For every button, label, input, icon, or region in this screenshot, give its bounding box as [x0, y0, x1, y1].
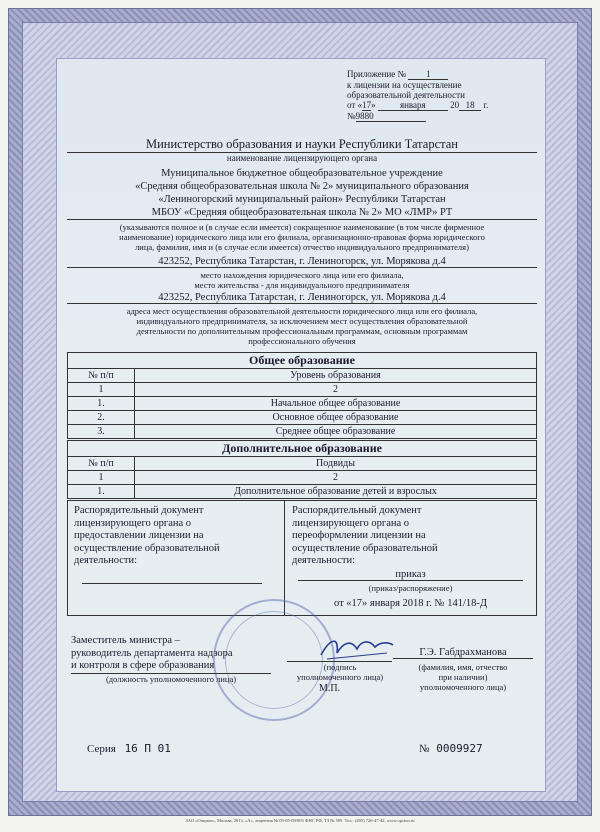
date-year: 18: [459, 100, 481, 111]
licensee-caption-1: (указываются полное и (в случае если имеется) сокращенное наименование (в том числе фирменное: [119, 222, 485, 232]
row-num: 1.: [68, 397, 135, 411]
row-name: Начальное общее образование: [135, 397, 537, 411]
activity-caption-1: адреса мест осуществления образовательной деятельности юридического лица или его филиала,: [126, 306, 478, 316]
grant-doc-line-3: предоставлении лицензии на: [74, 530, 204, 541]
reissue-doc-line-5: деятельности:: [292, 555, 356, 566]
activity-caption-3: деятельности по дополнительным профессиональным программам, основным программам: [136, 326, 468, 336]
index-cell: 1: [68, 471, 135, 485]
grant-doc-line-2: лицензирующего органа о: [74, 517, 192, 529]
address-caption-2: место жительства - для индивидуального предпринимателя: [194, 280, 410, 290]
activity-address-caption: [67, 306, 537, 346]
date-day: 17: [362, 100, 372, 110]
appendix-number: 1: [408, 69, 448, 80]
docs-box: [67, 500, 537, 616]
signer-name-caption-1: (фамилия, имя, отчество: [418, 662, 508, 672]
reissue-doc-line-1: Распорядительный документ: [292, 505, 422, 516]
index-cell: 1: [68, 383, 135, 397]
grant-doc-line-4: осуществление образовательной: [74, 542, 220, 554]
col-num-header: № п/п: [68, 369, 135, 383]
col-num-header: № п/п: [68, 457, 135, 471]
index-cell: 2: [135, 471, 537, 485]
blank-number-value: 0009927: [436, 742, 483, 755]
series-label: Серия: [87, 743, 116, 755]
col-level-header: Уровень образования: [135, 369, 537, 383]
signer-title-3: и контроля в сфере образования: [71, 660, 271, 674]
licensee-caption: [67, 222, 537, 252]
table-row: [68, 471, 537, 485]
blank-number-block: [419, 742, 483, 755]
address-value: 423252, Республика Татарстан, г. Лениногорск, ул. Морякова д.4: [67, 256, 537, 268]
grant-doc-block: [74, 505, 279, 568]
table-row: [68, 441, 537, 457]
index-cell: 2: [135, 383, 537, 397]
date-day-close: »: [371, 100, 376, 110]
date-year-suffix: г.: [483, 100, 489, 110]
col-sub-header: Подвиды: [135, 457, 537, 471]
additional-education-table: [67, 440, 537, 499]
grant-doc-line-1: Распорядительный документ: [74, 505, 204, 516]
signer-name-caption-2: при наличии): [438, 672, 488, 682]
row-num: 3.: [68, 425, 135, 439]
appendix-block: [347, 69, 537, 122]
reissue-doc-line-2: лицензирующего органа о: [292, 517, 410, 529]
table-row: [68, 369, 537, 383]
activity-caption-2: индивидуального предпринимателя, за исключением мест осуществления образовательной: [136, 316, 468, 326]
table-row: [68, 383, 537, 397]
appendix-line-2: к лицензии на осуществление: [347, 80, 462, 90]
reg-number: 9880: [356, 111, 426, 122]
signer-title-1: Заместитель министра –: [71, 635, 180, 646]
grant-doc-line-5: деятельности:: [74, 555, 138, 566]
licensee-caption-2: наименование) юридического лица или его филиала, организационно-правовая форма юридического: [119, 232, 485, 242]
row-name: Среднее общее образование: [135, 425, 537, 439]
additional-education-title: Дополнительное образование: [68, 441, 537, 457]
reissue-doc-block: [292, 505, 532, 568]
appendix-line-3: образовательной деятельности: [347, 90, 465, 100]
signer-name-caption-3: уполномоченного лица): [419, 682, 507, 692]
date-month: января: [378, 100, 448, 111]
licensee-line-2: «Средняя общеобразовательная школа № 2» муниципального образования: [135, 181, 469, 192]
licensee-line-4: МБОУ «Средняя общеобразовательная школа № 2» МО «ЛМР» РТ: [67, 206, 537, 220]
document-body: [56, 58, 546, 792]
date-prefix: от «: [347, 100, 363, 110]
series-value: 16 П 01: [124, 742, 171, 755]
appendix-label: Приложение №: [347, 69, 407, 79]
stamp-place-label: М.П.: [319, 683, 341, 694]
signer-title-2: руководитель департамента надзора: [71, 647, 233, 659]
table-row: [68, 425, 537, 439]
licensee-caption-3: лица, фамилия, имя и (в случае если имеется) отчество индивидуального предпринимателя): [135, 242, 469, 252]
order-reference: от «17» января 2018 г. № 141/18-Д: [333, 598, 488, 609]
authority-name: Министерство образования и науки Республики Татарстан: [67, 137, 537, 153]
order-type-caption: (приказ/распоряжение): [368, 583, 453, 593]
printer-imprint: ЗАО «Опцион», Москва, 2013, «А», лицензия № 05-05-09/003 ФНС РФ, ТЗ № 599. Тел.: (495) 726-47-42, www.opcion.ru: [185, 818, 415, 823]
row-num: 2.: [68, 411, 135, 425]
series-block: [87, 742, 171, 755]
signature-caption-2: уполномоченного лица): [296, 672, 384, 682]
licensee-line-1: Муниципальное бюджетное общеобразовательное учреждение: [161, 168, 443, 179]
reissue-doc-line-3: переоформлении лицензии на: [292, 530, 426, 541]
general-education-title: Общее образование: [68, 353, 537, 369]
date-year-prefix: 20: [450, 100, 460, 110]
activity-address-value: 423252, Республика Татарстан, г. Лениногорск, ул. Морякова д.4: [67, 292, 537, 304]
signature-caption-1: (подпись: [323, 662, 357, 672]
licensee-block: [67, 167, 537, 220]
row-name: Основное общее образование: [135, 411, 537, 425]
table-row: [68, 397, 537, 411]
activity-caption-4: профессионального обучения: [248, 336, 356, 346]
table-row: [68, 457, 537, 471]
signer-title-block: [71, 635, 271, 684]
general-education-table: [67, 352, 537, 439]
order-type: приказ: [298, 569, 523, 581]
signature-caption: [285, 662, 395, 682]
address-caption: [67, 270, 537, 290]
row-name: Дополнительное образование детей и взрослых: [135, 485, 537, 499]
address-caption-1: место нахождения юридического лица или его филиала,: [200, 270, 404, 280]
table-row: [68, 485, 537, 499]
row-num: 1.: [68, 485, 135, 499]
table-row: [68, 411, 537, 425]
signer-title-caption: (должность уполномоченного лица): [105, 673, 237, 684]
signer-name: Г.Э. Габдрахманова: [393, 647, 533, 659]
grant-doc-blank-line: [82, 583, 262, 584]
signer-name-caption: [393, 662, 533, 692]
docs-divider: [284, 501, 285, 615]
licensee-line-3: «Лениногорский муниципальный район» Республики Татарстан: [158, 194, 446, 205]
table-row: [68, 353, 537, 369]
handwritten-signature: [317, 633, 397, 663]
reissue-doc-line-4: осуществление образовательной: [292, 542, 438, 554]
reg-prefix: №: [347, 111, 356, 121]
authority-caption: наименование лицензирующего органа: [226, 153, 378, 163]
blank-number-label: №: [419, 743, 430, 755]
